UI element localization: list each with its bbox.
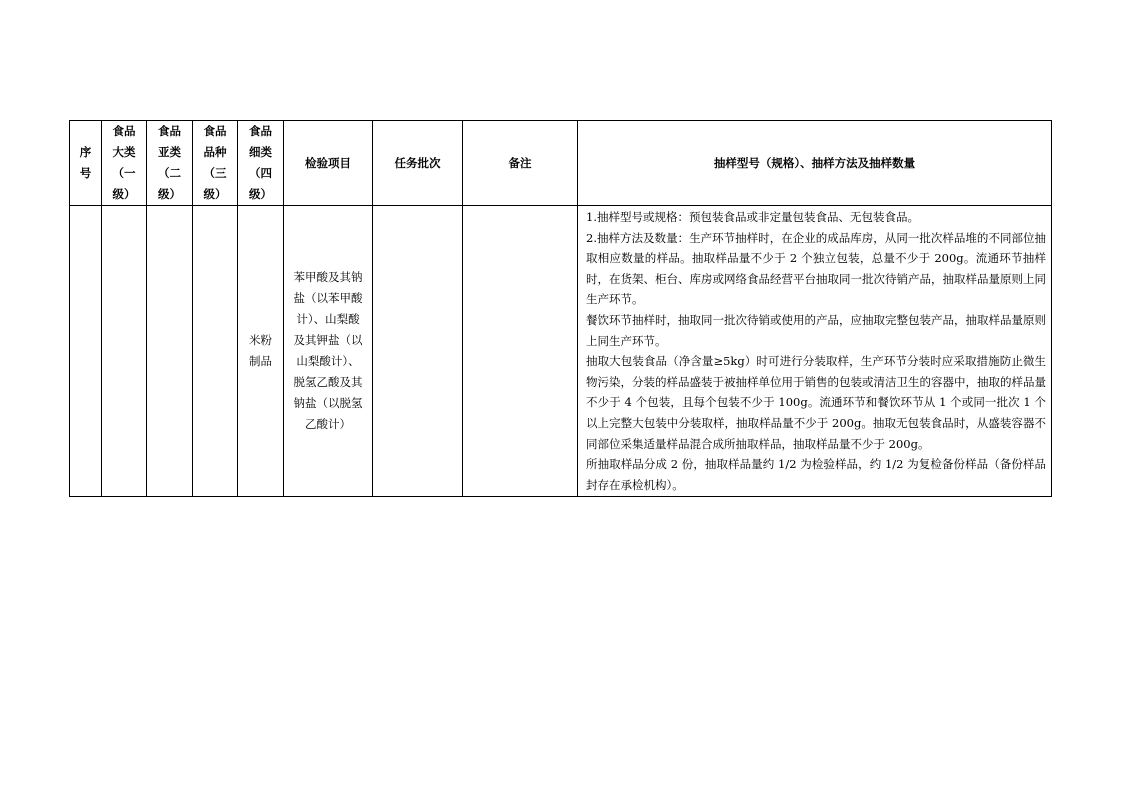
header-seq: 序 号: [70, 121, 102, 206]
cell-category-level4: 米粉 制品: [238, 206, 284, 497]
header-category-level2: 食品 亚类 （二 级）: [147, 121, 193, 206]
cell-sampling-method: [578, 206, 1052, 497]
method-paragraph: 2.抽样方法及数量：生产环节抽样时，在企业的成品库房，从同一批次样品堆的不同部位抽取相应数量的样品。抽取样品量不少于 2 个独立包装，总量不少于 200g。流通环节抽样时，在货架、柜台、库房或网络食品经营平台抽取同一批次待销产品，抽取样品量原则上同生产环节。: [586, 230, 1046, 307]
header-test-item: 检验项目: [284, 121, 373, 206]
cell-category-level2: [147, 206, 193, 497]
method-paragraph: 餐饮环节抽样时，抽取同一批次待销或使用的产品，应抽取完整包装产品，抽取样品量原则上同生产环节。: [586, 312, 1046, 348]
header-category-level4: 食品 细类 （四 级）: [238, 121, 284, 206]
table-row: [70, 206, 1052, 497]
method-paragraph: 抽取大包装食品（净含量≥5kg）时可进行分装取样，生产环节分装时应采取措施防止微生物污染，分装的样品盛装于被抽样单位用于销售的包装或清洁卫生的容器中，抽取的样品量不少于 4 个包装，且每个包装不少于 100g。流通环节和餐饮环节从 1 个或同一批次 1 个 以上完整大包装中分装取样，抽取样品量不少于 200g。抽取无包装食品时，从盛装容器不同部位采集适量样品混合成所抽取样品，抽取样品量不少于 200g。: [586, 354, 1046, 451]
cell-test-item: 苯甲酸及其钠 盐（以苯甲酸 计）、山梨酸 及其钾盐（以 山梨酸计）、 脱氢乙酸及其 钠盐（以脱氢 乙酸计）: [284, 206, 373, 497]
sampling-table: [69, 120, 1052, 497]
header-remark: 备注: [463, 121, 578, 206]
header-sampling-method: 抽样型号（规格）、抽样方法及抽样数量: [578, 121, 1052, 206]
cell-seq: [70, 206, 102, 497]
header-category-level1: 食品 大类 （一 级）: [102, 121, 147, 206]
cell-category-level1: [102, 206, 147, 497]
method-paragraph: 所抽取样品分成 2 份，抽取样品量约 1/2 为检验样品，约 1/2 为复检备份样品（备份样品封存在承检机构）。: [586, 457, 1046, 492]
header-row: [70, 121, 1052, 206]
cell-category-level3: [193, 206, 238, 497]
cell-task-batch: [373, 206, 463, 497]
header-category-level3: 食品 品种 （三 级）: [193, 121, 238, 206]
method-paragraph: 1.抽样型号或规格：预包装食品或非定量包装食品、无包装食品。: [586, 210, 919, 224]
header-task-batch: 任务批次: [373, 121, 463, 206]
cell-remark: [463, 206, 578, 497]
